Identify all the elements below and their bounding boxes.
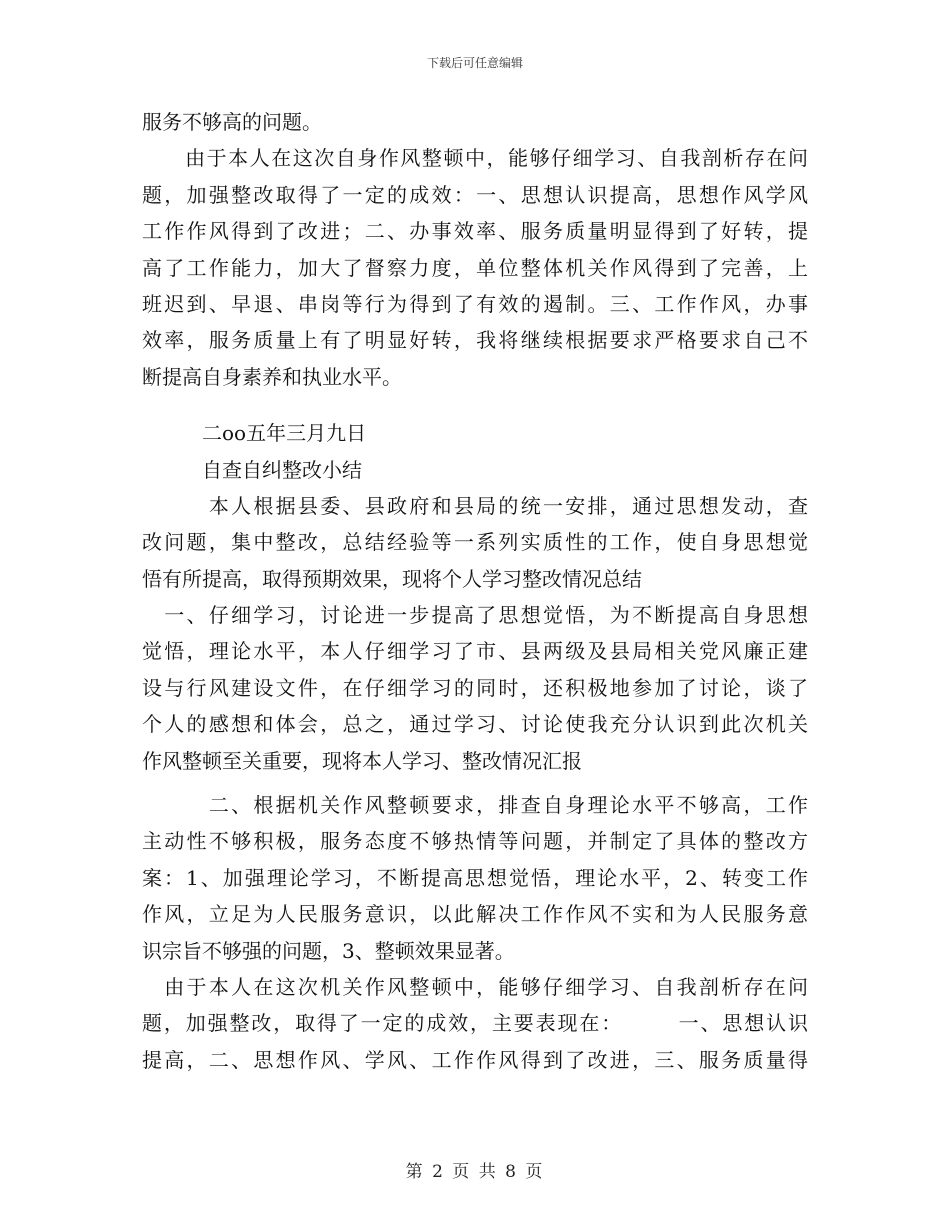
text-line: 题，加强整改，取得了一定的成效，主要表现在： 一、思想认识 bbox=[142, 1011, 808, 1036]
text-line: 个人的感想和体会，总之，通过学习、讨论使我充分认识到此次机关 bbox=[142, 712, 808, 737]
text-line: 主动性不够积极，服务态度不够热情等问题，并制定了具体的整改方 bbox=[142, 829, 808, 854]
text-line: 悟有所提高，取得预期效果，现将个人学习整改情况总结 bbox=[142, 566, 642, 591]
text-line: 设与行风建设文件，在仔细学习的同时，还积极地参加了讨论，谈了 bbox=[142, 675, 808, 700]
text-line: 断提高自身素养和执业水平。 bbox=[142, 364, 402, 389]
page-number: 第 2 页 共 8 页 bbox=[405, 1162, 545, 1182]
text-line: 由于本人在这次机关作风整顿中，能够仔细学习、自我剖析存在问 bbox=[142, 974, 808, 999]
text-line: 案：1、加强理论学习，不断提高思想觉悟，理论水平，2、转变工作 bbox=[142, 865, 808, 890]
text-line: 作风，立足为人民服务意识，以此解决工作作风不实和为人民服务意 bbox=[142, 902, 808, 927]
date-line: 二oo五年三月九日 bbox=[142, 421, 367, 446]
text-line: 高了工作能力，加大了督察力度，单位整体机关作风得到了完善，上 bbox=[142, 255, 808, 280]
text-line: 服务不够高的问题。 bbox=[142, 110, 322, 134]
text-line: 由于本人在这次自身作风整顿中，能够仔细学习、自我剖析存在问 bbox=[142, 146, 808, 171]
text-line: 提高，二、思想作风、学风、工作作风得到了改进，三、服务质量得 bbox=[142, 1047, 808, 1072]
text-line: 作风整顿至关重要，现将本人学习、整改情况汇报 bbox=[142, 748, 582, 773]
section-title: 自查自纠整改小结 bbox=[142, 457, 362, 482]
text-line: 班迟到、早退、串岗等行为得到了有效的遏制。三、工作作风，办事 bbox=[142, 291, 808, 316]
text-line: 题，加强整改取得了一定的成效：一、思想认识提高，思想作风学风 bbox=[142, 182, 808, 207]
text-line: 改问题，集中整改，总结经验等一系列实质性的工作，使自身思想觉 bbox=[142, 530, 808, 555]
page-header: 下载后可任意编辑 bbox=[426, 56, 523, 70]
text-line: 工作作风得到了改进；二、办事效率、服务质量明显得到了好转，提 bbox=[142, 219, 808, 244]
text-line: 效率，服务质量上有了明显好转，我将继续根据要求严格要求自己不 bbox=[142, 328, 808, 353]
paragraph-gap bbox=[142, 779, 808, 787]
text-line: 本人根据县委、县政府和县局的统一安排，通过思想发动，查 bbox=[142, 493, 808, 518]
document-body bbox=[142, 104, 808, 1078]
text-line: 一、仔细学习，讨论进一步提高了思想觉悟，为不断提高自身思想 bbox=[142, 603, 808, 628]
text-line: 二、根据机关作风整顿要求，排查自身理论水平不够高，工作 bbox=[142, 793, 808, 818]
paragraph-gap bbox=[142, 395, 808, 415]
text-line: 觉悟，理论水平，本人仔细学习了市、县两级及县局相关党风廉正建 bbox=[142, 639, 808, 664]
text-line: 识宗旨不够强的问题，3、整顿效果显著。 bbox=[142, 938, 515, 963]
